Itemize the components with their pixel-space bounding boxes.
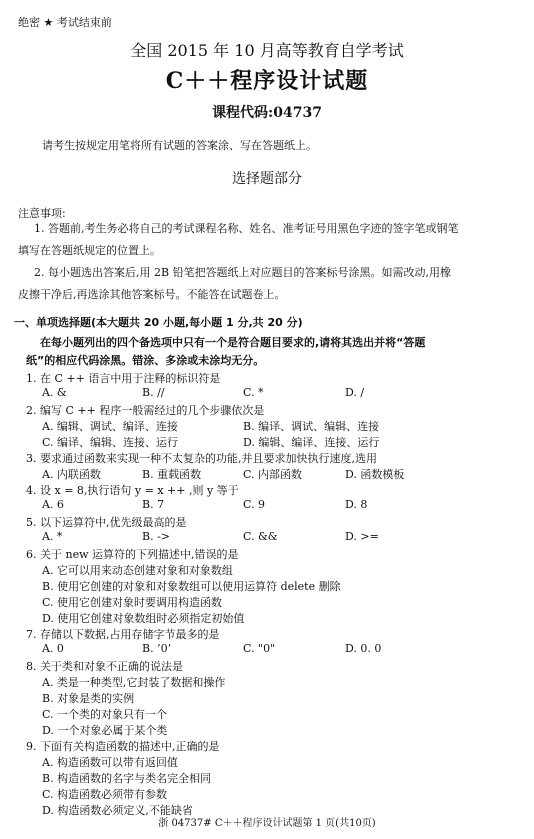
option: A. 构造函数可以带有返回值 [42,756,178,769]
option: B. 编译、调试、编辑、连接 [243,420,380,433]
option: C. "0" [243,642,276,655]
question-stem: 4. 设 x = 8,执行语句 y = x ++ ,则 y 等于 [26,484,239,497]
option: D. / [345,386,365,399]
note-1-line-2: 填写在答题纸规定的位置上。 [18,244,161,257]
option: B. 使用它创建的对象和对象数组可以使用运算符 delete 删除 [42,580,341,593]
option: C. 编译、编辑、连接、运行 [42,436,179,449]
option: A. 0 [42,642,64,655]
option: C. * [243,386,264,399]
part1-desc-line-1: 在每小题列出的四个备选项中只有一个是符合题目要求的,请将其选出并将“答题 [40,336,426,349]
exam-title: 全国 2015 年 10 月高等教育自学考试 [130,41,404,60]
course-code: 课程代码:04737 [212,105,322,121]
option: A. 类是一种类型,它封装了数据和操作 [42,676,226,689]
note-1-line-1: 1. 答题前,考生务必将自己的考试课程名称、姓名、准考证号用黑色字迹的签字笔或钢笔 [34,222,459,235]
question-stem: 6. 关于 new 运算符的下列描述中,错误的是 [26,548,239,561]
instruction: 请考生按规定用笔将所有试题的答案涂、写在答题纸上。 [42,139,317,152]
option: D. >= [345,530,379,543]
option: B. ’0’ [142,642,172,655]
question-stem: 1. 在 C ++ 语言中用于注释的标识符是 [26,372,221,385]
option: C. 9 [243,498,266,511]
secret-label: 绝密 ★ 考试结束前 [18,16,112,29]
option: C. 使用它创建对象时要调用构造函数 [42,596,223,609]
option: B. 重载函数 [142,468,202,481]
option: D. 8 [345,498,368,511]
option: D. 构造函数必须定义,不能缺省 [42,804,193,817]
option: D. 函数模板 [345,468,405,481]
subject-title: C＋＋程序设计试题 [165,68,369,94]
note-2-line-2: 皮擦干净后,再选涂其他答案标号。不能答在试题卷上。 [18,288,286,301]
part1-desc-line-2: 纸”的相应代码涂黑。错涂、多涂或未涂均无分。 [26,354,265,367]
option: A. * [42,530,63,543]
option: A. 编辑、调试、编译、连接 [42,420,178,433]
option: D. 0. 0 [345,642,382,655]
option: C. 构造函数必须带有参数 [42,788,168,801]
option: A. & [42,386,67,399]
option: C. 一个类的对象只有一个 [42,708,168,721]
option: C. 内部函数 [243,468,303,481]
question-stem: 3. 要求通过函数来实现一种不太复杂的功能,并且要求加快执行速度,选用 [26,452,377,465]
page-footer: 浙 04737# C＋＋程序设计试题第 1 页(共10页) [158,818,376,829]
question-stem: 2. 编写 C ++ 程序一般需经过的几个步骤依次是 [26,404,265,417]
option: B. // [142,386,165,399]
option: A. 它可以用来动态创建对象和对象数组 [42,564,233,577]
option: A. 内联函数 [42,468,101,481]
note-2-line-1: 2. 每小题选出答案后,用 2B 铅笔把答题纸上对应题目的答案标号涂黑。如需改动,用橡 [34,266,452,279]
option: B. 构造函数的名字与类名完全相同 [42,772,212,785]
option: A. 6 [42,498,64,511]
option: D. 编辑、编译、连接、运行 [243,436,380,449]
option: B. -> [142,530,171,543]
question-stem: 8. 关于类和对象不正确的说法是 [26,660,183,673]
question-stem: 5. 以下运算符中,优先级最高的是 [26,516,187,529]
option: B. 对象是类的实例 [42,692,135,705]
part1-heading: 一、单项选择题(本大题共 20 小题,每小题 1 分,共 20 分) [14,316,303,329]
option: D. 一个对象必属于某个类 [42,724,168,737]
question-stem: 7. 存储以下数据,占用存储字节最多的是 [26,628,220,641]
question-stem: 9. 下面有关构造函数的描述中,正确的是 [26,740,220,753]
option: D. 使用它创建对象数组时必须指定初始值 [42,612,245,625]
section-title: 选择题部分 [232,171,302,187]
option: C. && [243,530,278,543]
notes-heading: 注意事项: [18,207,66,220]
option: B. 7 [142,498,165,511]
